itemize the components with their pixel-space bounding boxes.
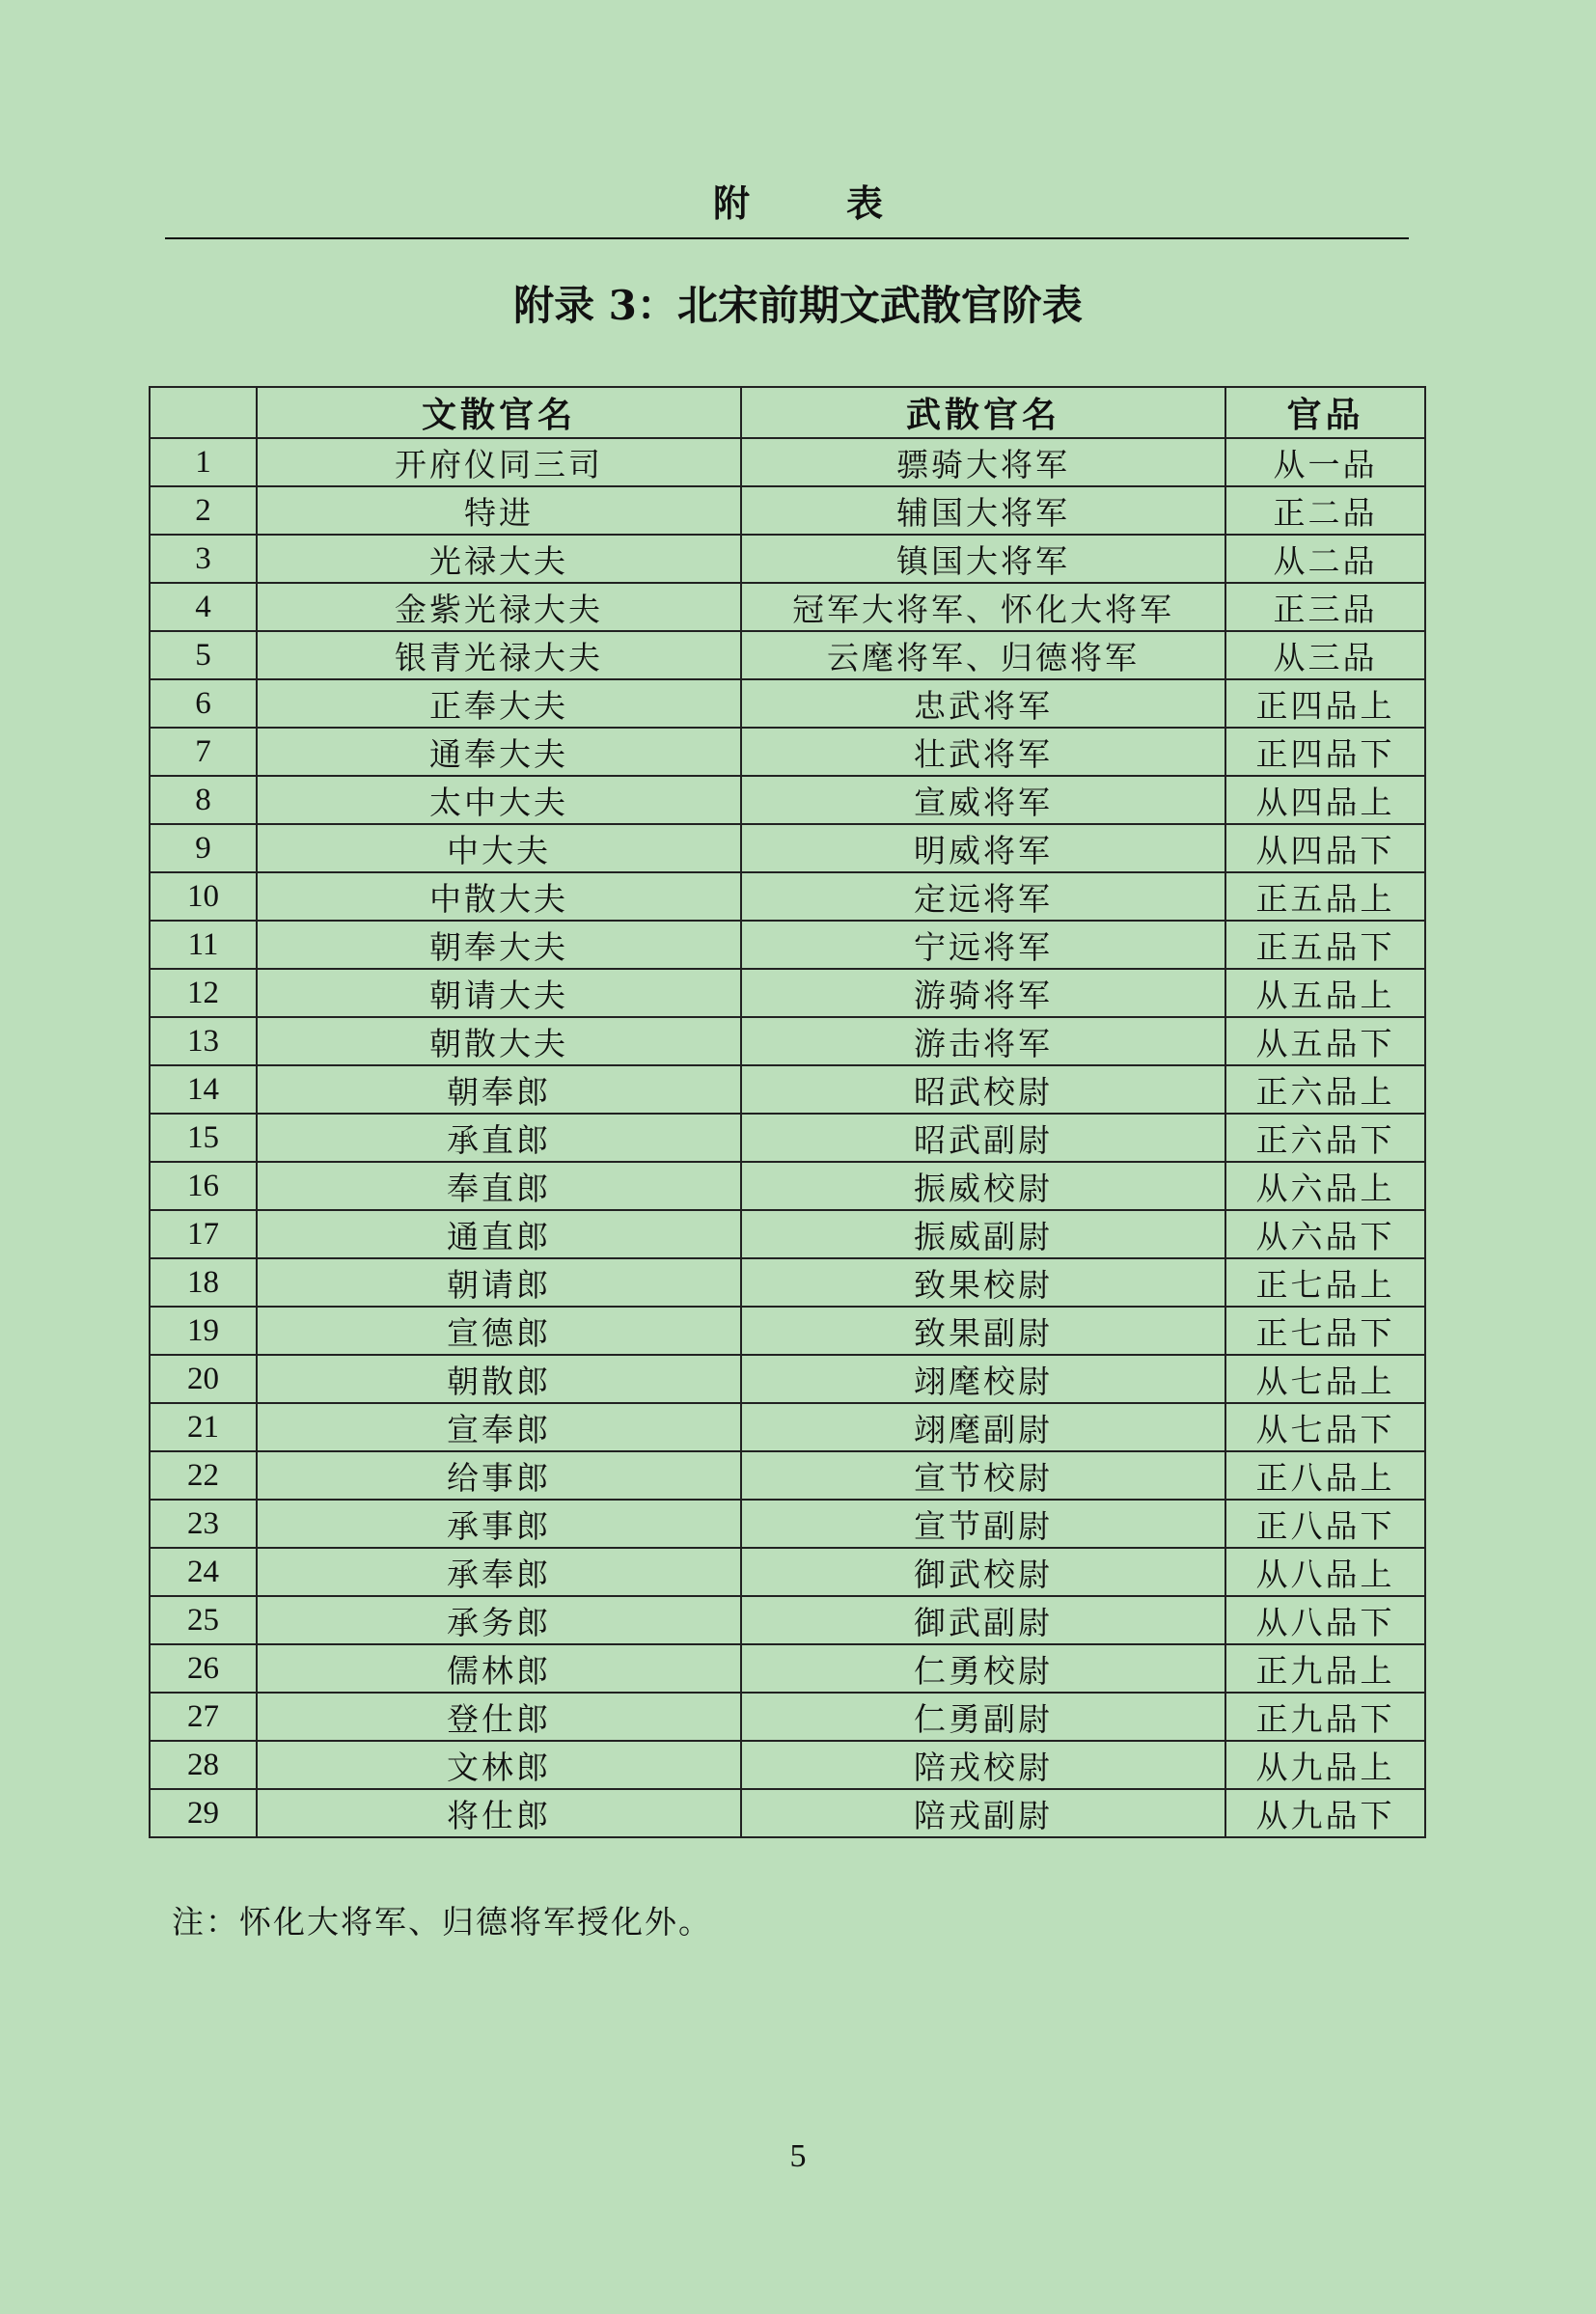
table-row <box>150 1596 1425 1644</box>
table-row <box>150 1355 1425 1403</box>
row-number-cell: 17 <box>150 1210 257 1258</box>
rank-cell: 从二品 <box>1225 535 1425 583</box>
military-title-cell: 冠军大将军、怀化大将军 <box>741 583 1225 631</box>
military-title-cell: 仁勇副尉 <box>741 1693 1225 1741</box>
row-number-cell: 1 <box>150 438 257 486</box>
table-row <box>150 679 1425 728</box>
military-title-cell: 定远将军 <box>741 872 1225 921</box>
row-number-cell: 16 <box>150 1162 257 1210</box>
rank-cell: 从四品下 <box>1225 824 1425 872</box>
page-number: 5 <box>789 2138 807 2174</box>
military-title-cell: 昭武校尉 <box>741 1065 1225 1114</box>
civil-title-cell: 通奉大夫 <box>257 728 741 776</box>
military-title-cell: 陪戎副尉 <box>741 1789 1225 1837</box>
civil-title-cell: 太中大夫 <box>257 776 741 824</box>
civil-title-cell: 特进 <box>257 486 741 535</box>
row-number-cell: 21 <box>150 1403 257 1451</box>
rank-cell: 正七品上 <box>1225 1258 1425 1307</box>
military-title-cell: 陪戎校尉 <box>741 1741 1225 1789</box>
civil-title-cell: 给事郎 <box>257 1451 741 1500</box>
document-title: 附录 3：北宋前期文武散官阶表 <box>513 282 1083 329</box>
military-title-cell: 御武副尉 <box>741 1596 1225 1644</box>
military-title-cell: 翊麾副尉 <box>741 1403 1225 1451</box>
civil-title-cell: 朝请郎 <box>257 1258 741 1307</box>
table-row <box>150 776 1425 824</box>
civil-title-cell: 正奉大夫 <box>257 679 741 728</box>
rank-cell: 从四品上 <box>1225 776 1425 824</box>
rank-cell: 正四品下 <box>1225 728 1425 776</box>
row-number-cell: 5 <box>150 631 257 679</box>
rank-cell: 从七品上 <box>1225 1355 1425 1403</box>
rank-cell: 正五品上 <box>1225 872 1425 921</box>
rank-cell: 从五品下 <box>1225 1017 1425 1065</box>
row-number-cell: 10 <box>150 872 257 921</box>
rank-cell: 从一品 <box>1225 438 1425 486</box>
rank-cell: 从八品上 <box>1225 1548 1425 1596</box>
civil-title-cell: 中大夫 <box>257 824 741 872</box>
rank-cell: 从七品下 <box>1225 1403 1425 1451</box>
civil-title-cell: 儒林郎 <box>257 1644 741 1693</box>
rank-cell: 从五品上 <box>1225 969 1425 1017</box>
military-title-cell: 游击将军 <box>741 1017 1225 1065</box>
table-row <box>150 1403 1425 1451</box>
military-title-cell: 昭武副尉 <box>741 1114 1225 1162</box>
row-number-cell: 22 <box>150 1451 257 1500</box>
table-row <box>150 583 1425 631</box>
row-number-cell: 3 <box>150 535 257 583</box>
civil-title-cell: 承奉郎 <box>257 1548 741 1596</box>
row-number-cell: 8 <box>150 776 257 824</box>
header-rule <box>165 237 1409 239</box>
row-number-cell: 19 <box>150 1307 257 1355</box>
rank-cell: 从六品下 <box>1225 1210 1425 1258</box>
rank-cell: 正五品下 <box>1225 921 1425 969</box>
civil-title-cell: 承事郎 <box>257 1500 741 1548</box>
military-title-cell: 致果副尉 <box>741 1307 1225 1355</box>
military-title-cell: 明威将军 <box>741 824 1225 872</box>
rank-cell: 从三品 <box>1225 631 1425 679</box>
table-body <box>150 438 1425 1837</box>
rank-cell: 正六品上 <box>1225 1065 1425 1114</box>
row-number-cell: 9 <box>150 824 257 872</box>
table-row <box>150 1065 1425 1114</box>
civil-title-cell: 银青光禄大夫 <box>257 631 741 679</box>
military-title-cell: 振威校尉 <box>741 1162 1225 1210</box>
table-row <box>150 1017 1425 1065</box>
civil-title-cell: 开府仪同三司 <box>257 438 741 486</box>
civil-title-cell: 朝请大夫 <box>257 969 741 1017</box>
civil-title-cell: 光禄大夫 <box>257 535 741 583</box>
column-header-rank: 官品 <box>1225 387 1425 438</box>
rank-cell: 正九品下 <box>1225 1693 1425 1741</box>
military-title-cell: 致果校尉 <box>741 1258 1225 1307</box>
table-row <box>150 438 1425 486</box>
civil-title-cell: 朝散大夫 <box>257 1017 741 1065</box>
military-title-cell: 游骑将军 <box>741 969 1225 1017</box>
row-number-cell: 15 <box>150 1114 257 1162</box>
row-number-cell: 6 <box>150 679 257 728</box>
rank-cell: 正二品 <box>1225 486 1425 535</box>
table-row <box>150 1451 1425 1500</box>
row-number-cell: 14 <box>150 1065 257 1114</box>
military-title-cell: 镇国大将军 <box>741 535 1225 583</box>
military-title-cell: 宣节副尉 <box>741 1500 1225 1548</box>
military-title-cell: 云麾将军、归德将军 <box>741 631 1225 679</box>
table-row <box>150 824 1425 872</box>
table-row <box>150 1789 1425 1837</box>
table-note: 注：怀化大将军、归德将军授化外。 <box>172 1903 712 1941</box>
civil-title-cell: 承务郎 <box>257 1596 741 1644</box>
civil-title-cell: 奉直郎 <box>257 1162 741 1210</box>
rank-cell: 正三品 <box>1225 583 1425 631</box>
civil-title-cell: 登仕郎 <box>257 1693 741 1741</box>
row-number-cell: 18 <box>150 1258 257 1307</box>
rank-cell: 从六品上 <box>1225 1162 1425 1210</box>
civil-title-cell: 中散大夫 <box>257 872 741 921</box>
civil-title-cell: 朝奉郎 <box>257 1065 741 1114</box>
row-number-cell: 7 <box>150 728 257 776</box>
civil-title-cell: 通直郎 <box>257 1210 741 1258</box>
table-row <box>150 728 1425 776</box>
rank-cell: 从八品下 <box>1225 1596 1425 1644</box>
column-header-military-title: 武散官名 <box>741 387 1225 438</box>
table-row <box>150 1114 1425 1162</box>
civil-title-cell: 宣奉郎 <box>257 1403 741 1451</box>
table-row <box>150 535 1425 583</box>
table-header-row <box>150 387 1425 438</box>
table-row <box>150 1307 1425 1355</box>
civil-title-cell: 朝奉大夫 <box>257 921 741 969</box>
table-row <box>150 921 1425 969</box>
rank-cell: 正七品下 <box>1225 1307 1425 1355</box>
row-number-cell: 26 <box>150 1644 257 1693</box>
civil-title-cell: 朝散郎 <box>257 1355 741 1403</box>
row-number-cell: 20 <box>150 1355 257 1403</box>
military-title-cell: 振威副尉 <box>741 1210 1225 1258</box>
military-title-cell: 宁远将军 <box>741 921 1225 969</box>
row-number-cell: 12 <box>150 969 257 1017</box>
row-number-cell: 27 <box>150 1693 257 1741</box>
row-number-cell: 28 <box>150 1741 257 1789</box>
rank-cell: 从九品上 <box>1225 1741 1425 1789</box>
table-row <box>150 631 1425 679</box>
civil-title-cell: 承直郎 <box>257 1114 741 1162</box>
table-row <box>150 1162 1425 1210</box>
civil-title-cell: 将仕郎 <box>257 1789 741 1837</box>
official-ranks-table <box>149 386 1426 1838</box>
table-row <box>150 1210 1425 1258</box>
rank-cell: 从九品下 <box>1225 1789 1425 1837</box>
table-row <box>150 1258 1425 1307</box>
military-title-cell: 翊麾校尉 <box>741 1355 1225 1403</box>
rank-cell: 正六品下 <box>1225 1114 1425 1162</box>
rank-cell: 正四品上 <box>1225 679 1425 728</box>
table-row <box>150 486 1425 535</box>
table-row <box>150 1548 1425 1596</box>
row-number-cell: 11 <box>150 921 257 969</box>
running-head: 附表 <box>712 181 979 225</box>
row-number-cell: 2 <box>150 486 257 535</box>
military-title-cell: 宣威将军 <box>741 776 1225 824</box>
civil-title-cell: 文林郎 <box>257 1741 741 1789</box>
military-title-cell: 宣节校尉 <box>741 1451 1225 1500</box>
table-row <box>150 872 1425 921</box>
military-title-cell: 忠武将军 <box>741 679 1225 728</box>
row-number-cell: 23 <box>150 1500 257 1548</box>
military-title-cell: 壮武将军 <box>741 728 1225 776</box>
table-row <box>150 1693 1425 1741</box>
military-title-cell: 御武校尉 <box>741 1548 1225 1596</box>
rank-cell: 正九品上 <box>1225 1644 1425 1693</box>
row-number-cell: 25 <box>150 1596 257 1644</box>
row-number-cell: 24 <box>150 1548 257 1596</box>
rank-cell: 正八品上 <box>1225 1451 1425 1500</box>
table-row <box>150 1500 1425 1548</box>
table-row <box>150 1741 1425 1789</box>
military-title-cell: 骠骑大将军 <box>741 438 1225 486</box>
military-title-cell: 仁勇校尉 <box>741 1644 1225 1693</box>
civil-title-cell: 金紫光禄大夫 <box>257 583 741 631</box>
table-row <box>150 1644 1425 1693</box>
military-title-cell: 辅国大将军 <box>741 486 1225 535</box>
row-number-cell: 4 <box>150 583 257 631</box>
column-header-number <box>150 387 257 438</box>
row-number-cell: 29 <box>150 1789 257 1837</box>
rank-cell: 正八品下 <box>1225 1500 1425 1548</box>
civil-title-cell: 宣德郎 <box>257 1307 741 1355</box>
column-header-civil-title: 文散官名 <box>257 387 741 438</box>
table-row <box>150 969 1425 1017</box>
row-number-cell: 13 <box>150 1017 257 1065</box>
